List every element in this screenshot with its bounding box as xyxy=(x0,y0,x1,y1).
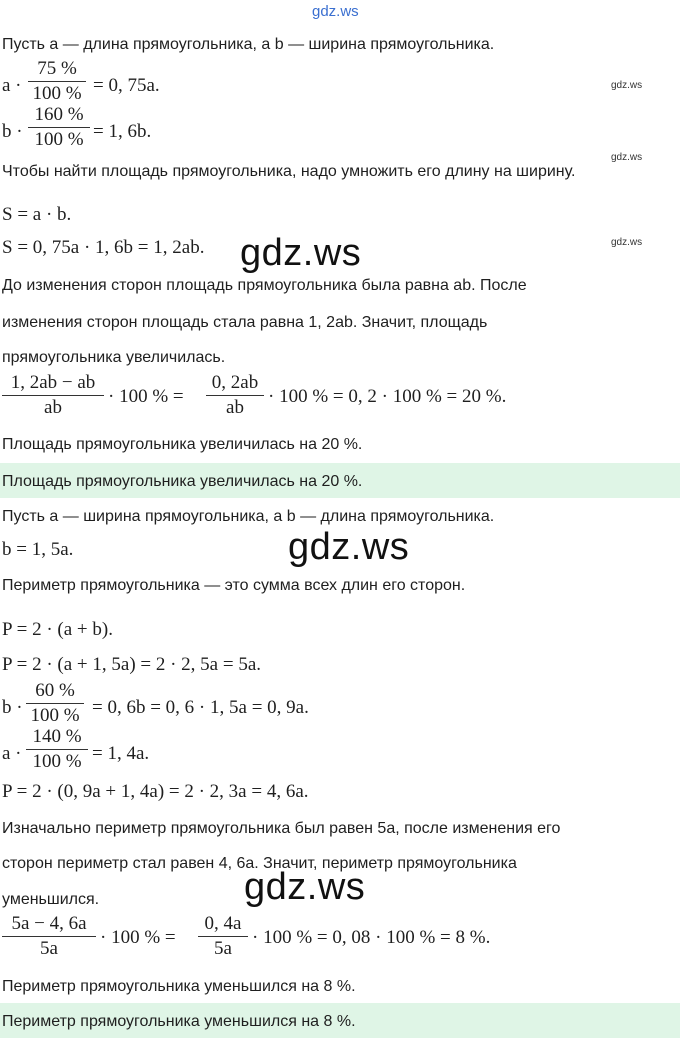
equation-a-result: = 0, 75a. xyxy=(93,75,160,96)
fraction-bar xyxy=(26,703,84,704)
equation-area-new: S = 0, 75a · 1, 6b = 1, 2ab. xyxy=(2,237,205,258)
watermark-small: gdz.ws xyxy=(611,152,643,163)
paragraph-line: изменения сторон площадь стала равна 1, 2ab. Значит, площадь xyxy=(2,314,488,331)
fraction-perimeter-change xyxy=(2,913,96,960)
equation-area: S = a · b. xyxy=(2,204,72,225)
fraction-num: 5a − 4, 6a xyxy=(11,913,87,934)
fraction-den: 100 % xyxy=(32,751,82,772)
fraction-bar xyxy=(2,936,96,937)
fraction-num: 1, 2ab − ab xyxy=(10,372,96,393)
equation-a-pre: a · xyxy=(2,743,22,764)
result-text: Площадь прямоугольника увеличилась на 20 %. xyxy=(2,436,363,453)
fraction-area-change xyxy=(2,372,104,419)
watermark-big: gdz.ws xyxy=(240,232,362,274)
fraction-area-diff xyxy=(206,372,264,419)
fraction-num: 160 % xyxy=(34,104,84,125)
equation-b-new: = 0, 6b = 0, 6 · 1, 5a = 0, 9a. xyxy=(92,697,309,718)
fraction-bar xyxy=(198,936,248,937)
fraction-num: 140 % xyxy=(32,726,82,747)
area-text: Чтобы найти площадь прямоугольника, надо умножить его длину на ширину. xyxy=(2,163,576,180)
fraction-den: 100 % xyxy=(30,705,80,726)
fraction-num: 0, 2ab xyxy=(211,372,259,393)
fraction-bar xyxy=(28,127,90,128)
fraction-bar xyxy=(2,395,104,396)
equation-b-pre: b · xyxy=(2,697,23,718)
equation-mid: · 100 % = xyxy=(108,386,184,407)
fraction-den: ab xyxy=(44,397,62,418)
answer-text: Периметр прямоугольника уменьшился на 8 %. xyxy=(2,1013,356,1030)
watermark-top: gdz.ws xyxy=(312,3,359,20)
paragraph-line: До изменения сторон площадь прямоугольника была равна ab. После xyxy=(2,277,527,294)
equation-a-new: = 1, 4a. xyxy=(92,743,150,764)
fraction-perimeter-diff xyxy=(198,913,248,960)
equation-perimeter-new: P = 2 · (0, 9a + 1, 4a) = 2 · 2, 3a = 4, 6a. xyxy=(2,781,309,802)
fraction-den: 100 % xyxy=(32,83,82,104)
paragraph-line: сторон периметр стал равен 4, 6a. Значит, периметр прямоугольника xyxy=(2,855,517,872)
fraction-num: 60 % xyxy=(35,680,75,701)
fraction-num: 75 % xyxy=(37,58,77,79)
watermark-big: gdz.ws xyxy=(288,526,410,568)
fraction-num: 0, 4a xyxy=(204,913,242,934)
equation-perimeter-initial: P = 2 · (a + 1, 5a) = 2 · 2, 5a = 5a. xyxy=(2,654,262,675)
intro-text-2: Пусть a — ширина прямоугольника, a b — длина прямоугольника. xyxy=(2,508,495,525)
fraction-bar xyxy=(206,395,264,396)
equation-tail: · 100 % = 0, 2 · 100 % = 20 %. xyxy=(268,386,507,407)
perimeter-text: Периметр прямоугольника — это сумма всех длин его сторон. xyxy=(2,577,466,594)
fraction-den: ab xyxy=(226,397,244,418)
equation-b-pre: b · xyxy=(2,121,23,142)
paragraph-line: Изначально периметр прямоугольника был равен 5a, после изменения его xyxy=(2,820,561,837)
equation-perimeter: P = 2 · (a + b). xyxy=(2,619,113,640)
answer-text: Площадь прямоугольника увеличилась на 20 %. xyxy=(2,473,363,490)
paragraph-line: прямоугольника увеличилась. xyxy=(2,349,226,366)
fraction-bar xyxy=(26,749,88,750)
intro-text-1: Пусть a — длина прямоугольника, a b — ширина прямоугольника. xyxy=(2,36,495,53)
equation-b-def: b = 1, 5a. xyxy=(2,539,74,560)
fraction-160 xyxy=(28,104,90,151)
result-text: Периметр прямоугольника уменьшился на 8 %. xyxy=(2,978,356,995)
fraction-60 xyxy=(26,680,84,727)
equation-b-result: = 1, 6b. xyxy=(93,121,152,142)
equation-tail: · 100 % = 0, 08 · 100 % = 8 %. xyxy=(252,927,491,948)
watermark-small: gdz.ws xyxy=(611,80,643,91)
paragraph-line: уменьшился. xyxy=(2,891,100,908)
fraction-den: 5a xyxy=(214,938,232,959)
fraction-140 xyxy=(26,726,88,773)
fraction-den: 100 % xyxy=(34,129,84,150)
fraction-bar xyxy=(28,81,86,82)
watermark-big: gdz.ws xyxy=(244,866,366,908)
equation-mid: · 100 % = xyxy=(100,927,176,948)
fraction-den: 5a xyxy=(40,938,58,959)
equation-a-pre: a · xyxy=(2,75,22,96)
watermark-small: gdz.ws xyxy=(611,237,643,248)
fraction-75 xyxy=(28,58,86,105)
